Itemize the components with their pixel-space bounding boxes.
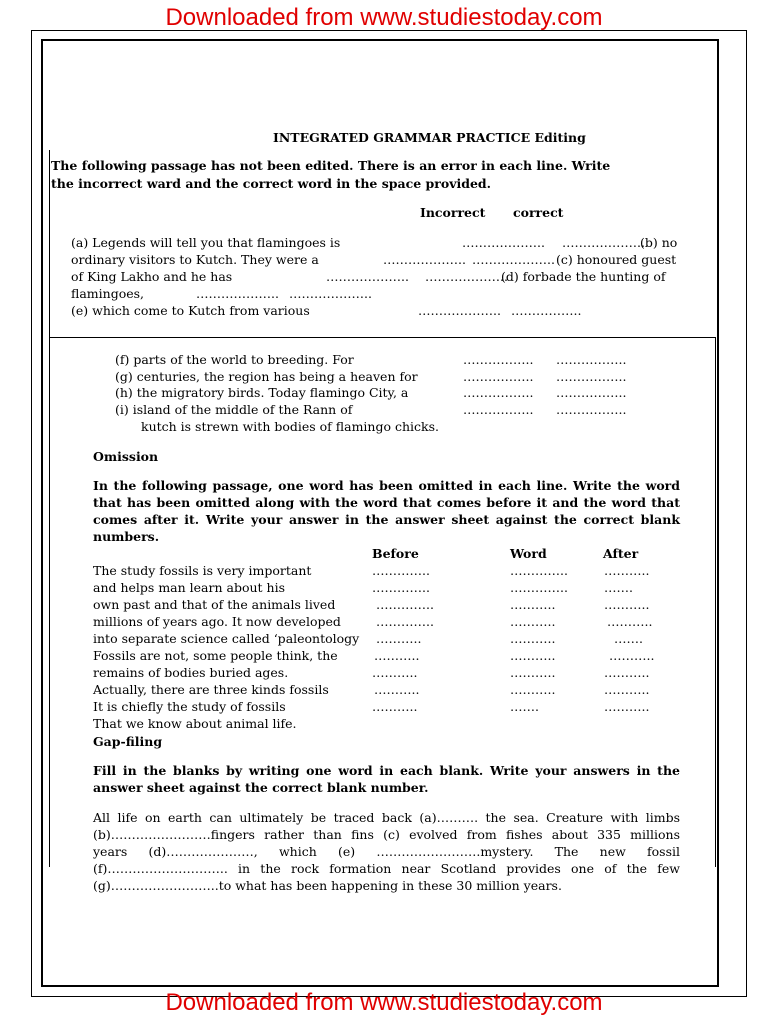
- omission-line: into separate science called ‘paleontology: [93, 631, 360, 646]
- answer-blank[interactable]: ………..: [510, 597, 556, 612]
- editing-line-tail: (b) no: [640, 235, 678, 250]
- gap-filling-passage-line: (b)……………………fingers rather than fins (c) evolved from fishes about 335 millions: [93, 827, 680, 842]
- omission-line: millions of years ago. It now developed: [93, 614, 341, 629]
- answer-blank[interactable]: ……………..: [556, 385, 627, 400]
- top-banner[interactable]: Downloaded from www.studiestoday.com: [165, 4, 603, 31]
- omission-instruction-line: numbers.: [93, 529, 160, 544]
- answer-blank[interactable]: ……………..: [556, 369, 627, 384]
- answer-blank[interactable]: ………………..: [562, 235, 645, 250]
- answer-blank[interactable]: …………..: [510, 580, 568, 595]
- answer-blank[interactable]: ……………..: [556, 352, 627, 367]
- answer-blank[interactable]: ………..: [372, 699, 418, 714]
- editing-line: ordinary visitors to Kutch. They were a: [71, 252, 319, 267]
- omission-line: That we know about animal life.: [93, 716, 297, 731]
- gap-filling-passage-line: (g)……………………..to what has been happening in these 30 million years.: [93, 878, 562, 893]
- answer-blank[interactable]: ………………..: [472, 252, 555, 267]
- omission-instruction-line: comes after it. Write your answer in the answer sheet against the correct blank: [93, 512, 680, 527]
- gap-filling-instruction-line: Fill in the blanks by writing one word in each blank. Write your answers in the: [93, 763, 680, 778]
- editing-line: kutch is strewn with bodies of flamingo chicks.: [141, 419, 439, 434]
- omission-line: It is chiefly the study of fossils: [93, 699, 286, 714]
- bottom-banner[interactable]: Downloaded from www.studiestoday.com: [165, 989, 603, 1016]
- omission-heading: Omission: [93, 449, 159, 464]
- column-header-after: After: [603, 546, 639, 561]
- answer-blank[interactable]: ………..: [604, 665, 650, 680]
- editing-line: (g) centuries, the region has being a heaven for: [115, 369, 418, 384]
- gap-filling-passage-line: All life on earth can ultimately be traced back (a)………. the sea. Creature with limbs: [93, 810, 680, 825]
- answer-blank[interactable]: ………..: [372, 665, 418, 680]
- column-header-word: Word: [510, 546, 547, 561]
- answer-blank[interactable]: ………..: [607, 614, 653, 629]
- answer-blank[interactable]: ……………..: [463, 385, 534, 400]
- answer-blank[interactable]: ………..: [374, 648, 420, 663]
- answer-blank[interactable]: ………..: [374, 682, 420, 697]
- page-title: INTEGRATED GRAMMAR PRACTICE Editing: [273, 130, 586, 145]
- answer-blank[interactable]: ………..: [376, 631, 422, 646]
- answer-blank[interactable]: ………..: [510, 665, 556, 680]
- answer-blank[interactable]: …….: [510, 699, 539, 714]
- omission-line: The study fossils is very important: [93, 563, 312, 578]
- editing-line: (h) the migratory birds. Today flamingo City, a: [115, 385, 409, 400]
- editing-line-tail: (d) forbade the hunting of: [501, 269, 666, 284]
- answer-blank[interactable]: ………..: [510, 682, 556, 697]
- answer-blank[interactable]: ……………..: [556, 402, 627, 417]
- editing-line: (f) parts of the world to breeding. For: [115, 352, 354, 367]
- answer-blank[interactable]: ………………..: [196, 286, 279, 301]
- omission-line: remains of bodies buried ages.: [93, 665, 289, 680]
- answer-blank[interactable]: …………..: [372, 563, 430, 578]
- answer-blank[interactable]: ………………..: [462, 235, 545, 250]
- answer-blank[interactable]: ……………..: [463, 402, 534, 417]
- answer-blank[interactable]: …………..: [376, 597, 434, 612]
- column-header-before: Before: [372, 546, 419, 561]
- editing-line: (i) island of the middle of the Rann of: [115, 402, 353, 417]
- answer-blank[interactable]: ………………..: [425, 269, 508, 284]
- gap-filling-instruction-line: answer sheet against the correct blank number.: [93, 780, 429, 795]
- answer-blank[interactable]: ………………..: [418, 303, 501, 318]
- answer-blank[interactable]: ………..: [604, 699, 650, 714]
- answer-blank[interactable]: ………..: [510, 614, 556, 629]
- answer-blank[interactable]: ………..: [510, 648, 556, 663]
- editing-line: (a) Legends will tell you that flamingoes is: [71, 235, 341, 250]
- answer-blank[interactable]: …….: [604, 580, 633, 595]
- omission-instruction-line: that has been omitted along with the word that comes before it and the word that: [93, 495, 680, 510]
- column-header-incorrect: Incorrect: [420, 205, 486, 220]
- omission-instruction-line: In the following passage, one word has been omitted in each line. Write the word: [93, 478, 680, 493]
- column-header-correct: correct: [513, 205, 564, 220]
- answer-blank[interactable]: ………………..: [383, 252, 466, 267]
- gap-filling-heading: Gap-filing: [93, 734, 163, 749]
- answer-blank[interactable]: …………..: [372, 580, 430, 595]
- answer-blank[interactable]: ………..: [510, 631, 556, 646]
- answer-blank[interactable]: ………..: [604, 682, 650, 697]
- gap-filling-passage-line: (f)……………………….. in the rock formation near Scotland provides one of the few: [93, 861, 680, 876]
- answer-blank[interactable]: …….: [614, 631, 643, 646]
- answer-blank[interactable]: ………..: [604, 597, 650, 612]
- editing-instruction-line1: The following passage has not been edited. There is an error in each line. Write: [51, 158, 611, 173]
- editing-line: flamingoes,: [71, 286, 145, 301]
- answer-blank[interactable]: ………..: [604, 563, 650, 578]
- answer-blank[interactable]: ………………..: [289, 286, 372, 301]
- omission-line: and helps man learn about his: [93, 580, 285, 595]
- omission-line: Fossils are not, some people think, the: [93, 648, 338, 663]
- answer-blank[interactable]: ……………..: [463, 352, 534, 367]
- omission-line: own past and that of the animals lived: [93, 597, 336, 612]
- answer-blank[interactable]: ………………..: [326, 269, 409, 284]
- gap-filling-passage-line: years (d)…………………, which (e) …………………….mystery. The new fossil: [93, 844, 680, 859]
- answer-blank[interactable]: …………..: [376, 614, 434, 629]
- editing-line: (e) which come to Kutch from various: [71, 303, 310, 318]
- answer-blank[interactable]: ………..: [609, 648, 655, 663]
- editing-line-tail: (c) honoured guest: [556, 252, 677, 267]
- answer-blank[interactable]: …………..: [510, 563, 568, 578]
- answer-blank[interactable]: ……………..: [463, 369, 534, 384]
- answer-blank[interactable]: ……………..: [511, 303, 582, 318]
- omission-line: Actually, there are three kinds fossils: [93, 682, 329, 697]
- editing-line: of King Lakho and he has: [71, 269, 233, 284]
- editing-instruction-line2: the incorrect ward and the correct word in the space provided.: [51, 176, 491, 191]
